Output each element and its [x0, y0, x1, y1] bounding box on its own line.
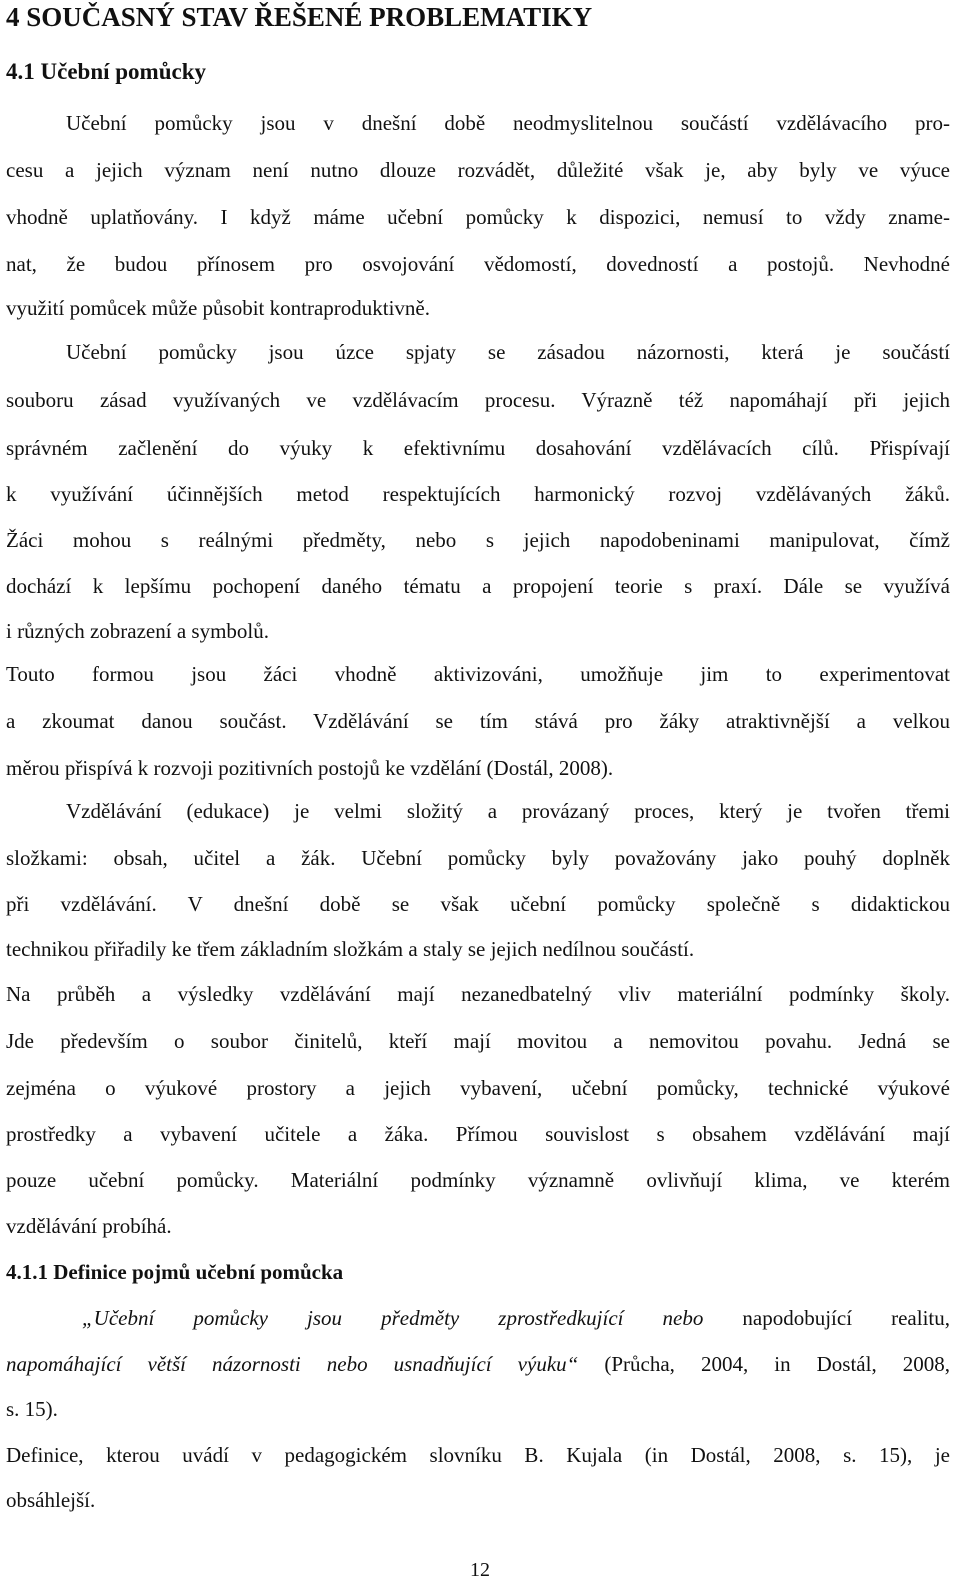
paragraph-line: složkami: obsah, učitel a žák. Učební pomůcky byly považovány jako pouhý doplněk — [6, 846, 950, 870]
chapter-heading: 4 SOUČASNÝ STAV ŘEŠENÉ PROBLEMATIKY — [6, 2, 593, 32]
paragraph-line: správném začlenění do výuky k efektivnímu dosahování vzdělávacích cílů. Přispívají — [6, 436, 950, 460]
paragraph-line: při vzdělávání. V dnešní době se však učební pomůcky společně s didaktickou — [6, 892, 950, 916]
paragraph-line: technikou přiřadily ke třem základním složkám a staly se jejich nedílnou součástí. — [6, 937, 695, 961]
quote-line — [6, 1354, 950, 1375]
paragraph-line: souboru zásad využívaných ve vzdělávacím procesu. Výrazně též napomáhají při jejich — [6, 388, 950, 412]
section-heading: 4.1 Učební pomůcky — [6, 59, 206, 84]
paragraph-line: nat, že budou přínosem pro osvojování vědomostí, dovedností a postojů. Nevhodné — [6, 252, 950, 276]
quote-continuation: napodobující realitu, — [703, 1306, 950, 1330]
paragraph-line: obsáhlejší. — [6, 1488, 96, 1512]
page-number: 12 — [470, 1559, 490, 1581]
subsection-heading: 4.1.1 Definice pojmů učební pomůcka — [6, 1260, 344, 1284]
paragraph-line: cesu a jejich význam není nutno dlouze rozvádět, důležité však je, aby byly ve výuce — [6, 158, 950, 182]
paragraph-line: i různých zobrazení a symbolů. — [6, 619, 269, 643]
paragraph-line: Učební pomůcky jsou úzce spjaty se zásadou názornosti, která je součástí — [66, 340, 950, 364]
quote-text: napomáhající větší názornosti nebo usnadňující výuku“ — [6, 1352, 579, 1376]
paragraph-line: vhodně uplatňovány. I když máme učební pomůcky k dispozici, nemusí to vždy zname- — [6, 205, 950, 229]
paragraph-line: Vzdělávání (edukace) je velmi složitý a provázaný proces, který je tvořen třemi — [66, 799, 950, 823]
citation-line: s. 15). — [6, 1397, 58, 1421]
paragraph-line: zejména o výukové prostory a jejich vybavení, učební pomůcky, technické výukové — [6, 1076, 950, 1100]
quote-text: „Učební pomůcky jsou předměty zprostředkující nebo — [82, 1306, 704, 1330]
paragraph-line: využití pomůcek může působit kontraproduktivně. — [6, 296, 430, 320]
paragraph-line: k využívání účinnějších metod respektujících harmonický rozvoj vzdělávaných žáků. — [6, 482, 950, 506]
paragraph-line: Touto formou jsou žáci vhodně aktivizováni, umožňuje jim to experimentovat — [6, 662, 950, 686]
paragraph-line: Žáci mohou s reálnými předměty, nebo s jejich napodobeninami manipulovat, čímž — [6, 528, 950, 552]
citation: (Průcha, 2004, in Dostál, 2008, — [578, 1352, 950, 1376]
paragraph-line: Jde především o soubor činitelů, kteří mají movitou a nemovitou povahu. Jedná se — [6, 1029, 950, 1053]
paragraph-line: prostředky a vybavení učitele a žáka. Přímou souvislost s obsahem vzdělávání mají — [6, 1122, 950, 1146]
quote-line — [82, 1308, 950, 1329]
paragraph-line: dochází k lepšímu pochopení daného tématu a propojení teorie s praxí. Dále se využívá — [6, 574, 950, 598]
paragraph-line: pouze učební pomůcky. Materiální podmínky významně ovlivňují klima, ve kterém — [6, 1168, 950, 1192]
paragraph-line: a zkoumat danou součást. Vzdělávání se tím stává pro žáky atraktivnější a velkou — [6, 709, 950, 733]
paragraph-line: Učební pomůcky jsou v dnešní době neodmyslitelnou součástí vzdělávacího pro- — [66, 111, 950, 135]
paragraph-line: Definice, kterou uvádí v pedagogickém slovníku B. Kujala (in Dostál, 2008, s. 15), je — [6, 1443, 950, 1467]
paragraph-line: Na průběh a výsledky vzdělávání mají nezanedbatelný vliv materiální podmínky školy. — [6, 982, 950, 1006]
paragraph-line: vzdělávání probíhá. — [6, 1214, 172, 1238]
paragraph-line: měrou přispívá k rozvoji pozitivních postojů ke vzdělání (Dostál, 2008). — [6, 756, 614, 780]
